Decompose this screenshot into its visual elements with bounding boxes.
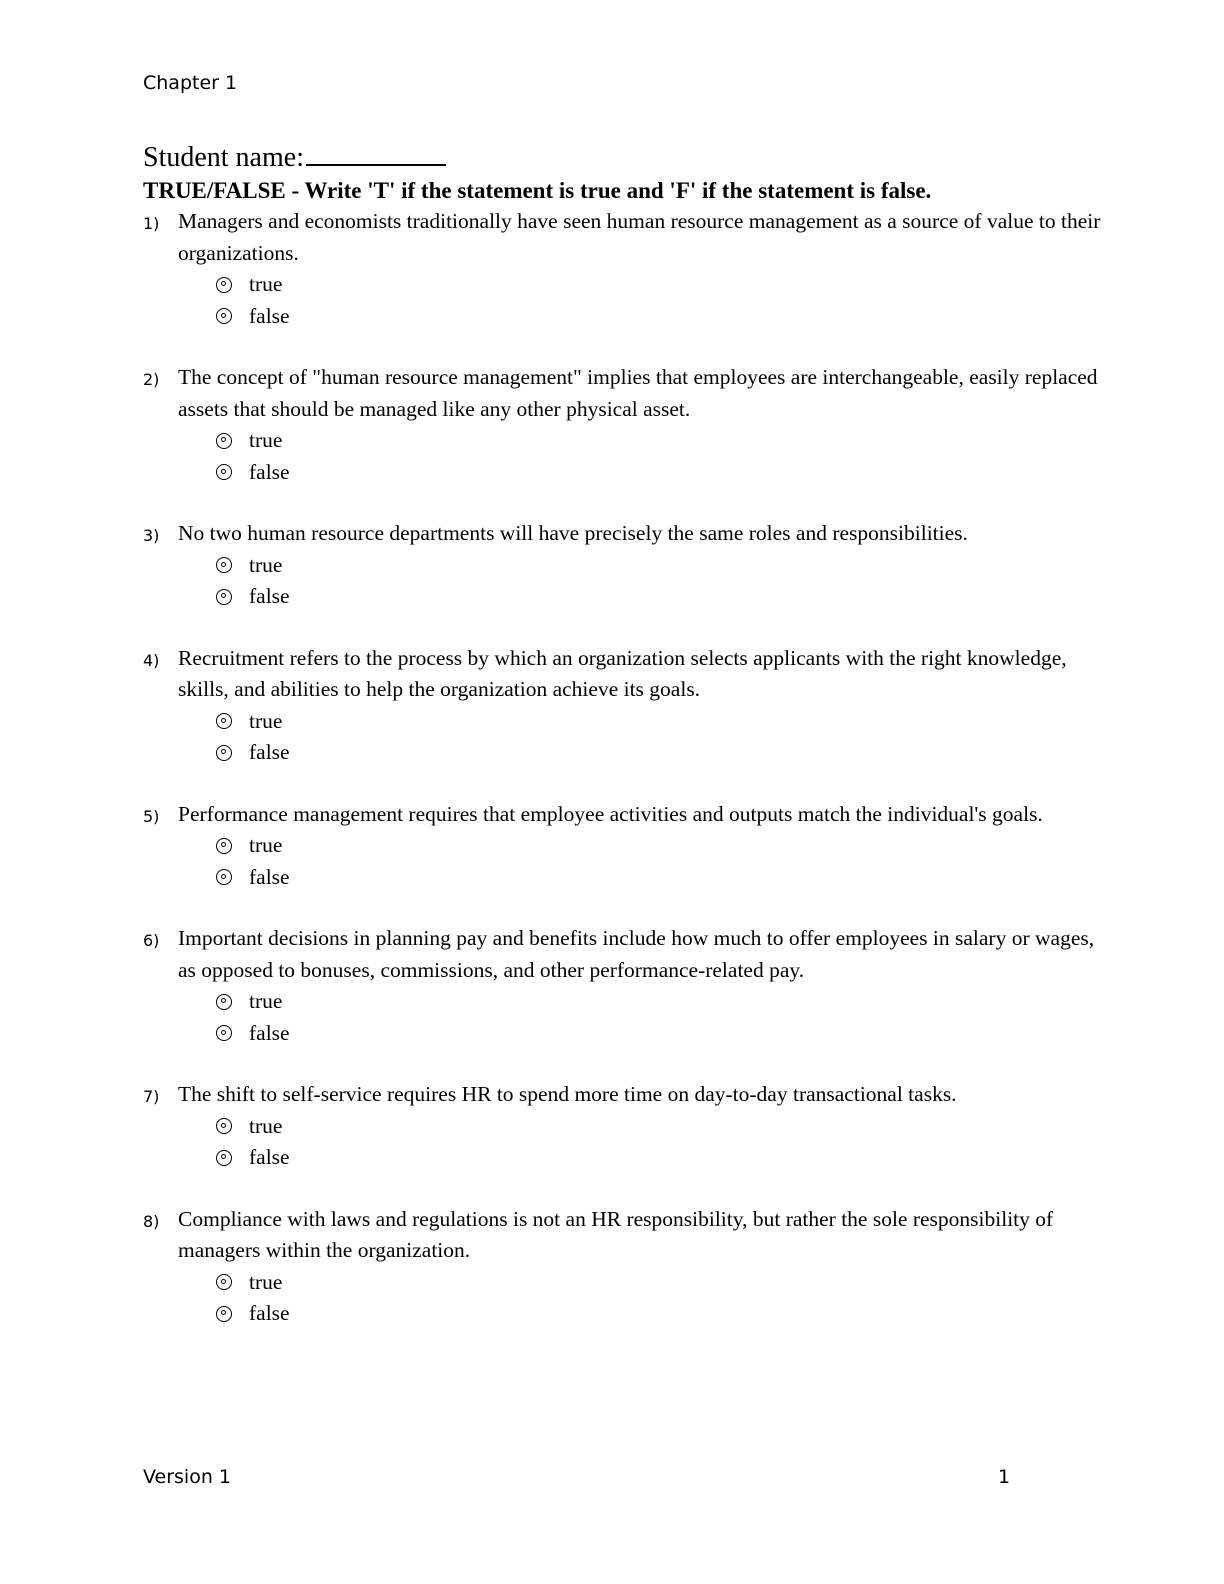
radio-button-icon[interactable] <box>216 589 232 605</box>
question-item <box>143 923 1103 1049</box>
question-number: 5) <box>143 806 160 826</box>
question-text: Managers and economists traditionally have seen human resource management as a source of value to their organizations. <box>178 209 1101 265</box>
option-true[interactable] <box>216 269 1103 301</box>
footer-page-number: 1 <box>998 1466 1011 1488</box>
radio-button-icon[interactable] <box>216 557 232 573</box>
radio-button-icon[interactable] <box>216 838 232 854</box>
question-item <box>143 1079 1103 1174</box>
option-true[interactable] <box>216 550 1103 582</box>
option-false[interactable] <box>216 301 1103 333</box>
option-false[interactable] <box>216 581 1103 613</box>
question-item <box>143 518 1103 613</box>
radio-button-icon[interactable] <box>216 277 232 293</box>
question-spacer <box>143 1174 1103 1204</box>
radio-button-icon[interactable] <box>216 433 232 449</box>
option-label: true <box>249 833 283 858</box>
instructions: TRUE/FALSE - Write 'T' if the statement is true and 'F' if the statement is false. <box>143 178 932 203</box>
question-text: Recruitment refers to the process by which an organization selects applicants with the right knowledge, skills, and abilities to help the organization achieve its goals. <box>178 645 1067 701</box>
option-false[interactable] <box>216 1018 1103 1050</box>
question-item <box>143 643 1103 769</box>
radio-button-icon[interactable] <box>216 308 232 324</box>
question-item <box>143 206 1103 332</box>
option-label: true <box>249 1113 283 1138</box>
radio-button-icon[interactable] <box>216 1274 232 1290</box>
question-number: 8) <box>143 1211 160 1231</box>
option-true[interactable] <box>216 425 1103 457</box>
question-text: Compliance with laws and regulations is not an HR responsibility, but rather the sole responsibility of managers within the organization. <box>178 1206 1054 1262</box>
option-true[interactable] <box>216 1267 1103 1299</box>
radio-button-icon[interactable] <box>216 1025 232 1041</box>
question-number: 7) <box>143 1087 160 1106</box>
student-name-line <box>143 140 446 174</box>
question-text: Important decisions in planning pay and benefits include how much to offer employees in salary or wages, as opposed to bonuses, commissions, and other performance-related pay. <box>178 926 1095 982</box>
footer-version: Version 1 <box>143 1466 231 1488</box>
student-name-label: Student name: <box>143 142 304 173</box>
question-number: 1) <box>143 214 160 233</box>
option-true[interactable] <box>216 986 1103 1018</box>
question-text: The concept of "human resource management" implies that employees are interchangeable, easily replaced assets that should be managed like any other physical asset. <box>178 365 1098 421</box>
question-spacer <box>143 893 1103 923</box>
chapter-header: Chapter 1 <box>143 72 238 94</box>
question-item <box>143 362 1103 488</box>
option-true[interactable] <box>216 1111 1103 1143</box>
option-false[interactable] <box>216 737 1103 769</box>
option-label: false <box>249 459 290 484</box>
question-item <box>143 799 1103 894</box>
option-label: true <box>249 428 283 453</box>
question-text: No two human resource departments will have precisely the same roles and responsibilities. <box>178 521 968 545</box>
option-false[interactable] <box>216 1298 1103 1330</box>
option-label: false <box>249 584 290 609</box>
question-spacer <box>143 488 1103 518</box>
student-name-blank[interactable] <box>306 140 446 166</box>
option-label: true <box>249 272 283 297</box>
option-false[interactable] <box>216 457 1103 489</box>
question-text: Performance management requires that employee activities and outputs match the individual's goals. <box>178 801 1043 826</box>
option-label: true <box>249 1269 283 1294</box>
radio-button-icon[interactable] <box>216 1150 232 1166</box>
radio-button-icon[interactable] <box>216 713 232 729</box>
option-true[interactable] <box>216 706 1103 738</box>
question-list <box>143 206 1103 1330</box>
option-false[interactable] <box>216 862 1103 894</box>
radio-button-icon[interactable] <box>216 745 232 761</box>
option-label: false <box>249 303 290 328</box>
radio-button-icon[interactable] <box>216 994 232 1010</box>
option-label: false <box>249 864 290 889</box>
option-true[interactable] <box>216 830 1103 862</box>
question-text: The shift to self-service requires HR to spend more time on day-to-day transactional tasks. <box>178 1082 957 1106</box>
option-label: true <box>249 989 283 1014</box>
option-false[interactable] <box>216 1142 1103 1174</box>
radio-button-icon[interactable] <box>216 464 232 480</box>
option-label: false <box>249 1301 290 1326</box>
option-label: true <box>249 708 283 733</box>
option-label: true <box>249 552 283 577</box>
question-number: 6) <box>143 931 160 950</box>
question-item <box>143 1204 1103 1330</box>
question-number: 2) <box>143 370 160 389</box>
option-label: false <box>249 1145 290 1170</box>
option-label: false <box>249 740 290 765</box>
question-number: 4) <box>143 650 160 670</box>
question-spacer <box>143 1049 1103 1079</box>
question-spacer <box>143 769 1103 799</box>
radio-button-icon[interactable] <box>216 869 232 885</box>
option-label: false <box>249 1020 290 1045</box>
question-number: 3) <box>143 526 160 545</box>
radio-button-icon[interactable] <box>216 1306 232 1322</box>
question-spacer <box>143 613 1103 643</box>
radio-button-icon[interactable] <box>216 1118 232 1134</box>
question-spacer <box>143 332 1103 362</box>
